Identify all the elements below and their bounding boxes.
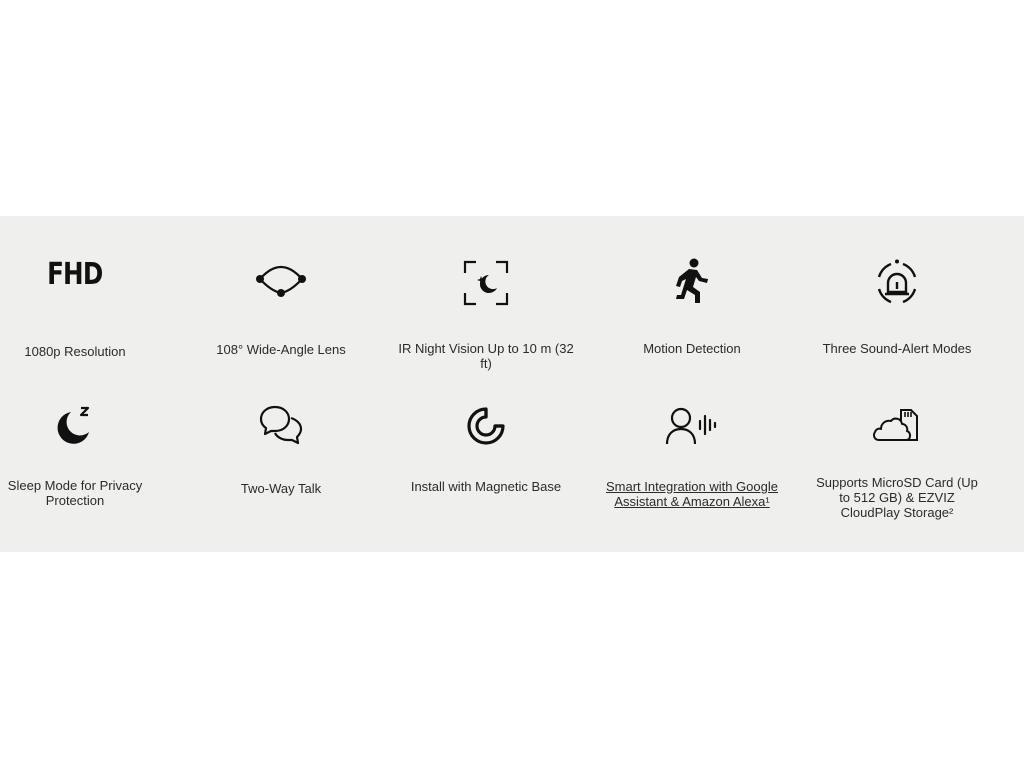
feature-label: IR Night Vision Up to 10 m (32 ft) — [398, 341, 574, 371]
chat-bubbles-icon — [251, 401, 311, 451]
feature-label: Two-Way Talk — [240, 481, 322, 496]
features-band — [0, 216, 1024, 552]
siren-alarm-icon — [867, 258, 927, 308]
moon-sleep-icon — [45, 401, 105, 451]
night-vision-icon — [456, 258, 516, 308]
wide-angle-lens-icon — [251, 252, 311, 302]
fhd-icon — [45, 249, 105, 299]
feature-label: 108° Wide-Angle Lens — [216, 342, 346, 357]
feature-label: Install with Magnetic Base — [410, 479, 562, 494]
feature-label: Three Sound-Alert Modes — [822, 341, 972, 356]
voice-assistant-icon — [662, 401, 722, 451]
feature-label: Sleep Mode for Privacy Protection — [7, 478, 143, 508]
cloud-sd-card-icon — [867, 399, 927, 449]
feature-label — [589, 479, 795, 509]
feature-label: Supports MicroSD Card (Up to 512 GB) & EZVIZ CloudPlay Storage² — [816, 475, 978, 520]
magnet-icon — [456, 401, 516, 451]
feature-label: Motion Detection — [643, 341, 741, 356]
fhd-icon-text: FHD — [47, 256, 103, 292]
feature-label: 1080p Resolution — [24, 344, 126, 359]
running-person-icon — [662, 256, 722, 306]
smart-integration-link[interactable]: Smart Integration with Google Assistant & Amazon Alexa¹ — [606, 479, 778, 509]
